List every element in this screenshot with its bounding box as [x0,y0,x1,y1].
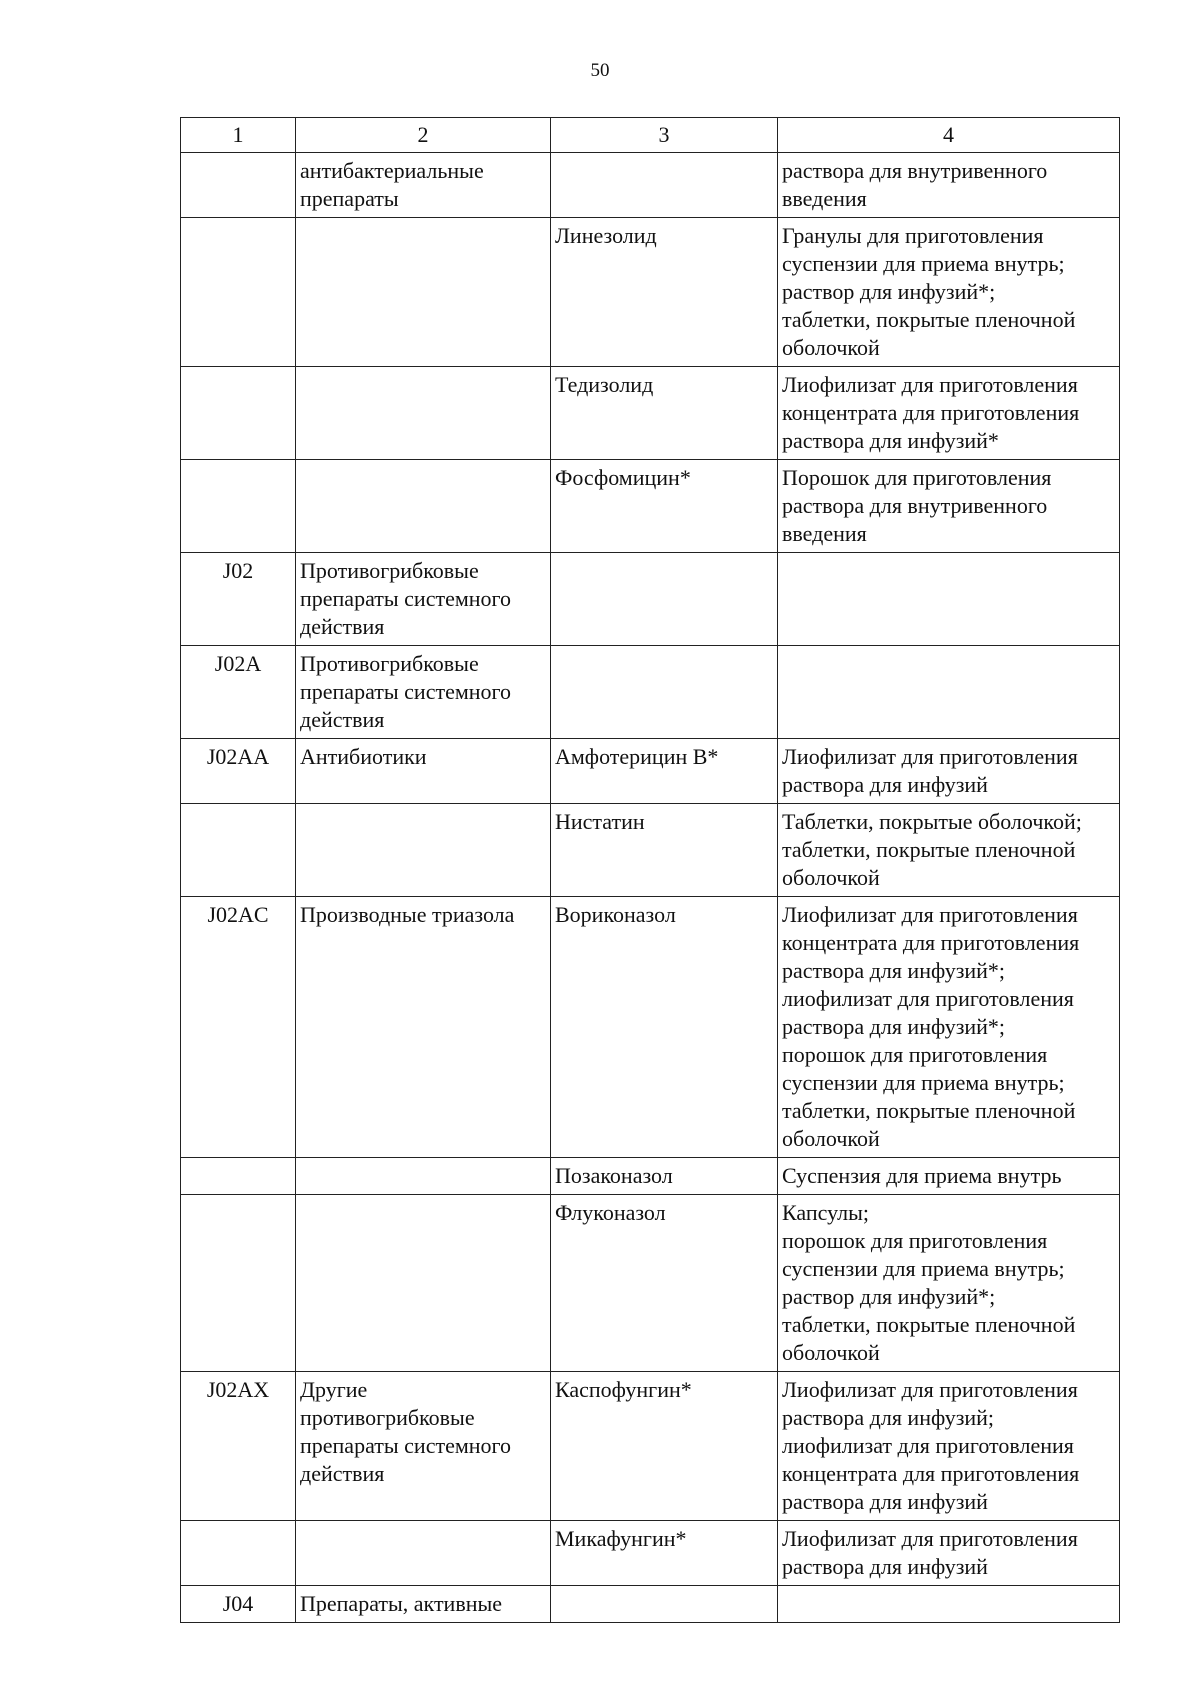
group-name-line: Препараты, активные [300,1591,503,1616]
drug-name-line: Флуконазол [555,1200,666,1225]
table-row [181,1521,1120,1586]
dosage-form-line: введения [782,186,867,211]
dosage-form-cell [778,153,1120,218]
drug-name-line: Микафунгин* [555,1526,687,1551]
group-name-cell [296,1195,551,1372]
drug-name-cell [551,739,778,804]
dosage-form-cell [778,646,1120,739]
table-row [181,804,1120,897]
table-row [181,460,1120,553]
table-row [181,553,1120,646]
group-name-line: действия [300,1461,385,1486]
atc-code-cell: J02AC [181,897,296,1158]
atc-code-cell [181,367,296,460]
drug-name-cell [551,460,778,553]
dosage-form-line: Капсулы; [782,1200,870,1225]
group-name-cell [296,1158,551,1195]
group-name-line: препараты системного [300,679,512,704]
table-row [181,218,1120,367]
dosage-form-line: введения [782,521,867,546]
dosage-form-cell [778,897,1120,1158]
dosage-form-line: оболочкой [782,1340,880,1365]
group-name-cell [296,739,551,804]
group-name-line: Другие [300,1377,368,1402]
dosage-form-cell [778,367,1120,460]
dosage-form-line: таблетки, покрытые пленочной [782,837,1076,862]
dosage-form-line: раствора для инфузий [782,772,988,797]
dosage-form-line: таблетки, покрытые пленочной [782,307,1076,332]
header-col-4: 4 [778,118,1120,153]
dosage-form-line: Лиофилизат для приготовления [782,1377,1078,1402]
dosage-form-line: раствора для инфузий*; [782,1014,1006,1039]
table-row [181,153,1120,218]
atc-code-cell: J04 [181,1586,296,1623]
table-row [181,1158,1120,1195]
atc-code-cell [181,1521,296,1586]
dosage-form-line: таблетки, покрытые пленочной [782,1098,1076,1123]
dosage-form-line: лиофилизат для приготовления [782,1433,1074,1458]
drug-name-line: Нистатин [555,809,645,834]
group-name-cell [296,897,551,1158]
dosage-form-cell [778,739,1120,804]
dosage-form-line: раствора для инфузий [782,1554,988,1579]
drug-name-line: Позаконазол [555,1163,673,1188]
dosage-form-cell [778,1521,1120,1586]
table-header-row [181,118,1120,153]
dosage-form-line: концентрата для приготовления [782,1461,1080,1486]
group-name-cell [296,367,551,460]
dosage-form-cell [778,1372,1120,1521]
table-body [181,153,1120,1623]
group-name-cell [296,218,551,367]
dosage-form-line: Таблетки, покрытые оболочкой; [782,809,1082,834]
drug-name-cell [551,1372,778,1521]
group-name-line: Противогрибковые [300,651,479,676]
dosage-form-cell [778,804,1120,897]
drug-name-cell [551,646,778,739]
dosage-form-cell [778,1195,1120,1372]
dosage-form-cell [778,218,1120,367]
table-row [181,1372,1120,1521]
dosage-form-cell [778,1586,1120,1623]
group-name-line: Производные триазола [300,902,515,927]
table-row [181,1195,1120,1372]
atc-code-cell: J02A [181,646,296,739]
drug-name-line: Линезолид [555,223,657,248]
table-row [181,367,1120,460]
drug-name-line: Каспофунгин* [555,1377,692,1402]
group-name-cell [296,460,551,553]
drug-name-cell [551,1521,778,1586]
group-name-line: Противогрибковые [300,558,479,583]
atc-code-cell [181,1195,296,1372]
group-name-line: Антибиотики [300,744,427,769]
header-col-2: 2 [296,118,551,153]
dosage-form-line: порошок для приготовления [782,1228,1048,1253]
dosage-form-line: Гранулы для приготовления [782,223,1044,248]
group-name-line: действия [300,707,385,732]
dosage-form-line: суспензии для приема внутрь; [782,251,1065,276]
dosage-form-cell [778,1158,1120,1195]
group-name-cell [296,646,551,739]
dosage-form-line: Лиофилизат для приготовления [782,372,1078,397]
dosage-form-line: раствор для инфузий*; [782,279,996,304]
drug-name-cell [551,1158,778,1195]
group-name-line: препараты [300,186,399,211]
group-name-line: препараты системного [300,1433,512,1458]
drug-name-line: Тедизолид [555,372,654,397]
group-name-line: действия [300,614,385,639]
group-name-line: противогрибковые [300,1405,475,1430]
group-name-cell [296,804,551,897]
drug-name-cell [551,218,778,367]
dosage-form-line: раствора для инфузий; [782,1405,995,1430]
drug-name-cell [551,897,778,1158]
drug-name-line: Амфотерицин В* [555,744,719,769]
dosage-form-line: оболочкой [782,865,880,890]
drug-name-cell [551,804,778,897]
atc-code-cell [181,1158,296,1195]
atc-code-cell [181,218,296,367]
dosage-form-line: раствора для инфузий* [782,428,999,453]
table-row [181,739,1120,804]
drug-name-line: Вориконазол [555,902,676,927]
dosage-form-line: Лиофилизат для приготовления [782,744,1078,769]
drug-name-cell [551,1195,778,1372]
atc-code-cell: J02AX [181,1372,296,1521]
dosage-form-line: Порошок для приготовления [782,465,1052,490]
group-name-cell [296,553,551,646]
table-row [181,897,1120,1158]
drug-name-cell [551,367,778,460]
dosage-form-line: раствор для инфузий*; [782,1284,996,1309]
dosage-form-line: Суспензия для приема внутрь [782,1163,1062,1188]
dosage-form-cell [778,460,1120,553]
table-row [181,1586,1120,1623]
table-header [181,118,1120,153]
dosage-form-cell [778,553,1120,646]
group-name-cell [296,1372,551,1521]
dosage-form-line: концентрата для приготовления [782,400,1080,425]
drug-table [180,117,1120,1623]
atc-code-cell: J02 [181,553,296,646]
dosage-form-line: концентрата для приготовления [782,930,1080,955]
dosage-form-line: порошок для приготовления [782,1042,1048,1067]
header-col-1: 1 [181,118,296,153]
page-number: 50 [590,60,610,81]
drug-name-cell [551,1586,778,1623]
dosage-form-line: суспензии для приема внутрь; [782,1070,1065,1095]
group-name-cell [296,153,551,218]
group-name-line: препараты системного [300,586,512,611]
dosage-form-line: Лиофилизат для приготовления [782,1526,1078,1551]
dosage-form-line: раствора для инфузий*; [782,958,1006,983]
drug-name-cell [551,153,778,218]
atc-code-cell [181,804,296,897]
drug-name-cell [551,553,778,646]
drug-name-line: Фосфомицин* [555,465,691,490]
dosage-form-line: раствора для внутривенного [782,158,1048,183]
dosage-form-line: раствора для внутривенного [782,493,1048,518]
group-name-cell [296,1586,551,1623]
dosage-form-line: раствора для инфузий [782,1489,988,1514]
table-row [181,646,1120,739]
atc-code-cell: J02AA [181,739,296,804]
atc-code-cell [181,153,296,218]
dosage-form-line: оболочкой [782,1126,880,1151]
dosage-form-line: таблетки, покрытые пленочной [782,1312,1076,1337]
header-col-3: 3 [551,118,778,153]
dosage-form-line: Лиофилизат для приготовления [782,902,1078,927]
dosage-form-line: суспензии для приема внутрь; [782,1256,1065,1281]
dosage-form-line: оболочкой [782,335,880,360]
dosage-form-line: лиофилизат для приготовления [782,986,1074,1011]
group-name-line: антибактериальные [300,158,484,183]
group-name-cell [296,1521,551,1586]
atc-code-cell [181,460,296,553]
